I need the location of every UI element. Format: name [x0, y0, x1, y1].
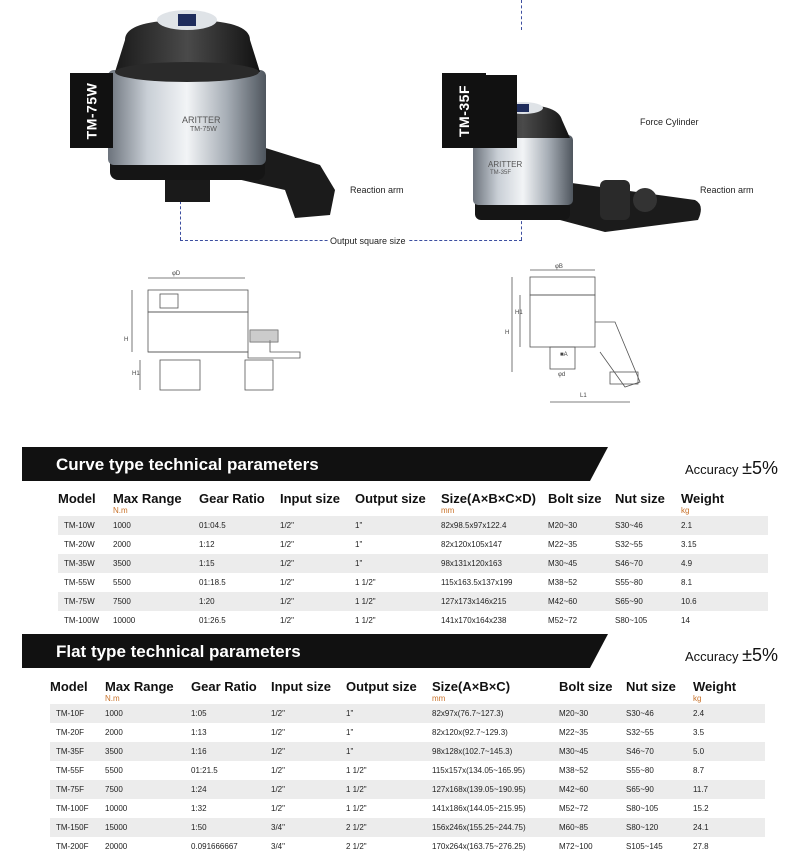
col-header: Weight [693, 679, 737, 694]
table-row [58, 535, 768, 554]
table-row [58, 554, 768, 573]
table-cell: 27.8 [693, 842, 709, 851]
table-cell: 20000 [105, 842, 128, 851]
table-cell: M42~60 [548, 592, 615, 611]
table-cell: 2000 [113, 540, 131, 549]
table-cell: 2 1/2" [346, 842, 367, 851]
table-cell: 1:50 [191, 818, 271, 837]
table-cell: 98x131x120x163 [441, 554, 548, 573]
table-cell: 1:24 [191, 780, 271, 799]
table-row [50, 780, 765, 799]
table-cell: 1:15 [199, 554, 280, 573]
table-cell: M22~35 [559, 728, 589, 737]
table-cell: S55~80 [615, 578, 643, 587]
table-cell: 1/2" [280, 540, 294, 549]
table-cell: 1 1/2" [346, 766, 367, 775]
table-cell: 82x98.5x97x122.4 [441, 516, 548, 535]
table-cell: 1/2" [271, 728, 285, 737]
col-header: Model [58, 491, 96, 506]
table-cell: 5500 [105, 766, 123, 775]
unit-label: N.m [113, 506, 128, 515]
table-cell: M52~72 [559, 804, 589, 813]
table-cell: S65~90 [615, 592, 681, 611]
section-title: Flat type technical parameters [56, 642, 301, 661]
model-tag-label: TM-35F [456, 84, 472, 137]
table-cell: 98x128x(102.7~145.3) [432, 742, 559, 761]
table-cell: 5.0 [693, 742, 765, 761]
table-cell: S65~90 [626, 780, 693, 799]
table-cell: 7500 [105, 780, 191, 799]
table-cell: 82x120x105x147 [441, 540, 502, 549]
table-cell: 14 [681, 616, 690, 625]
dim-label: φd [558, 372, 566, 378]
model-tag-right [442, 73, 486, 148]
table-cell: 5500 [113, 578, 131, 587]
table-cell: 15000 [105, 818, 191, 837]
table-row [50, 837, 765, 856]
unit-label: mm [432, 694, 446, 703]
table-cell: 24.1 [693, 818, 765, 837]
table-cell: 1:13 [191, 728, 207, 737]
accuracy-text: Accuracy [685, 649, 739, 664]
technical-drawing-curve [120, 270, 310, 400]
table-cell: 3500 [113, 554, 199, 573]
table-cell: 11.7 [693, 780, 765, 799]
col-header: Input size [271, 679, 331, 694]
table-cell: 1 1/2" [355, 578, 376, 587]
callout-reaction-arm: Reaction arm [350, 185, 404, 195]
technical-drawing-flat [500, 262, 650, 407]
table-cell: 1:05 [191, 704, 271, 723]
table-cell: 1000 [105, 704, 191, 723]
table-row [58, 573, 768, 592]
body-model: TM-35F [490, 170, 511, 176]
table-cell: 3/4" [271, 818, 346, 837]
dim-label: H [505, 330, 510, 336]
table-cell: 115x163.5x137x199 [441, 578, 513, 587]
col-header: Bolt size [548, 491, 602, 506]
table-cell: M22~35 [548, 540, 578, 549]
table-cell: 1/2" [280, 578, 294, 587]
table-cell: TM-35F [50, 742, 105, 761]
dim-label: H1 [515, 310, 523, 316]
table-cell: 170x264x(163.75~276.25) [432, 842, 526, 851]
table-cell: 1000 [113, 516, 199, 535]
table-cell: 2000 [105, 728, 123, 737]
table-cell: 2.4 [693, 704, 765, 723]
accuracy-value: ±5% [742, 458, 778, 478]
table-cell: 1/2" [271, 704, 346, 723]
dim-label: H1 [132, 371, 140, 377]
table-row [50, 818, 765, 837]
dim-label: φD [172, 271, 181, 277]
table-cell: 1/2" [271, 742, 346, 761]
table-cell: 4.9 [681, 554, 768, 573]
curve-spec-table [58, 490, 768, 630]
table-cell: 2 1/2" [346, 818, 432, 837]
table-cell: 141x170x164x238 [441, 616, 507, 625]
table-cell: 2.1 [681, 516, 768, 535]
accuracy-text: Accuracy [685, 462, 739, 477]
table-cell: 15.2 [693, 804, 709, 813]
table-cell: 1:16 [191, 742, 271, 761]
table-cell: 1" [346, 704, 432, 723]
table-cell: TM-100F [56, 804, 89, 813]
table-cell: M42~60 [559, 780, 626, 799]
table-cell: 1" [355, 554, 441, 573]
table-cell: TM-75F [50, 780, 105, 799]
table-cell: TM-10F [50, 704, 105, 723]
table-header-row [58, 490, 768, 506]
table-cell: M60~85 [559, 818, 626, 837]
unit-label: mm [441, 506, 455, 515]
table-cell: 1/2" [280, 554, 355, 573]
col-header: Gear Ratio [191, 679, 257, 694]
unit-label: kg [681, 506, 690, 515]
table-cell: 10000 [113, 616, 136, 625]
table-cell: 1" [355, 540, 363, 549]
table-cell: 1/2" [271, 766, 285, 775]
callout-reaction-arm: Reaction arm [700, 185, 754, 195]
table-row [58, 516, 768, 535]
flat-spec-table [50, 678, 765, 856]
body-model: TM-75W [190, 126, 217, 133]
section-title: Curve type technical parameters [56, 455, 319, 474]
table-cell: S80~105 [626, 804, 659, 813]
col-header: Size(A×B×C) [432, 679, 511, 694]
table-cell: M30~45 [559, 742, 626, 761]
table-cell: M72~100 [559, 842, 593, 851]
table-cell: M20~30 [559, 704, 626, 723]
col-header: Input size [280, 491, 340, 506]
table-cell: 01:26.5 [199, 616, 226, 625]
table-unit-row [50, 694, 765, 704]
table-row [50, 761, 765, 780]
table-cell: TM-200F [56, 842, 89, 851]
table-cell: TM-35W [58, 554, 113, 573]
table-cell: 127x173x146x215 [441, 592, 548, 611]
table-cell: 127x168x(139.05~190.95) [432, 780, 559, 799]
table-cell: S32~55 [626, 728, 654, 737]
table-cell: TM-55W [64, 578, 95, 587]
table-cell: S46~70 [626, 742, 693, 761]
model-tag-left [70, 73, 113, 148]
table-cell: TM-75W [58, 592, 113, 611]
dim-label: φB [555, 264, 563, 270]
table-cell: TM-55F [56, 766, 84, 775]
body-brand: ARITTER [488, 160, 523, 169]
table-cell: 1/2" [280, 592, 355, 611]
table-cell: 1" [346, 742, 432, 761]
table-cell: TM-20F [56, 728, 84, 737]
table-cell: 8.1 [681, 578, 693, 587]
table-cell: S46~70 [615, 554, 681, 573]
table-cell: M30~45 [548, 554, 615, 573]
table-cell: M52~72 [548, 616, 578, 625]
table-cell: 156x246x(155.25~244.75) [432, 818, 559, 837]
table-cell: 7500 [113, 592, 199, 611]
table-cell: S105~145 [626, 842, 663, 851]
col-header: Output size [355, 491, 426, 506]
table-cell: M38~52 [548, 578, 578, 587]
body-brand: ARITTER [182, 115, 221, 125]
table-cell: S80~105 [615, 616, 648, 625]
table-cell: 8.7 [693, 766, 705, 775]
col-header: Output size [346, 679, 417, 694]
table-row [50, 742, 765, 761]
unit-label: N.m [105, 694, 120, 703]
col-header: Max Range [105, 679, 174, 694]
table-cell: 82x120x(92.7~129.3) [432, 728, 508, 737]
table-cell: S32~55 [615, 540, 643, 549]
table-cell: M38~52 [559, 766, 589, 775]
accuracy-label [685, 458, 778, 479]
callout-output-square-size: Output square size [330, 236, 406, 246]
unit-label: kg [693, 694, 702, 703]
accuracy-label [685, 645, 778, 666]
col-header: Weight [681, 491, 725, 506]
col-header: Model [50, 679, 88, 694]
table-cell: TM-10W [58, 516, 113, 535]
table-unit-row [58, 506, 768, 516]
table-cell: 3.5 [693, 728, 705, 737]
table-cell: 1/2" [280, 516, 355, 535]
callout-force-cylinder: Force Cylinder [640, 117, 699, 127]
table-cell: M20~30 [548, 516, 615, 535]
col-header: Nut size [626, 679, 676, 694]
table-cell: 1" [346, 728, 354, 737]
table-cell: 82x97x(76.7~127.3) [432, 704, 559, 723]
table-cell: S30~46 [626, 704, 693, 723]
col-header: Nut size [615, 491, 665, 506]
table-cell: TM-150F [50, 818, 105, 837]
table-cell: 10000 [105, 804, 128, 813]
table-cell: 3.15 [681, 540, 697, 549]
dim-label: ■A [560, 352, 568, 358]
table-cell: 1/2" [271, 804, 285, 813]
table-cell: 1 1/2" [346, 780, 432, 799]
table-cell: 10.6 [681, 592, 768, 611]
table-row [58, 611, 768, 630]
table-cell: 1/2" [280, 616, 294, 625]
table-cell: 1:12 [199, 540, 215, 549]
table-cell: 3500 [105, 742, 191, 761]
callout-line [521, 0, 522, 30]
table-cell: 3/4" [271, 842, 285, 851]
table-cell: 1:20 [199, 592, 280, 611]
table-cell: S30~46 [615, 516, 681, 535]
col-header: Size(A×B×C×D) [441, 491, 536, 506]
table-cell: 0.091666667 [191, 842, 238, 851]
table-cell: 1 1/2" [355, 616, 376, 625]
table-cell: 1:32 [191, 804, 207, 813]
table-header-row [50, 678, 765, 694]
col-header: Max Range [113, 491, 182, 506]
col-header: Gear Ratio [199, 491, 265, 506]
table-cell: TM-20W [64, 540, 95, 549]
accuracy-value: ±5% [742, 645, 778, 665]
table-cell: 115x157x(134.05~165.95) [432, 766, 526, 775]
table-cell: 1" [355, 516, 441, 535]
table-row [50, 723, 765, 742]
col-header: Bolt size [559, 679, 613, 694]
table-cell: 01:18.5 [199, 578, 226, 587]
table-cell: S80~120 [626, 818, 693, 837]
table-cell: 1 1/2" [346, 804, 367, 813]
table-row [50, 704, 765, 723]
table-row [58, 592, 768, 611]
table-cell: 141x186x(144.05~215.95) [432, 804, 526, 813]
table-cell: S55~80 [626, 766, 654, 775]
dim-label: L1 [580, 393, 587, 399]
table-cell: 1 1/2" [355, 592, 441, 611]
table-cell: 01:21.5 [191, 766, 218, 775]
table-cell: 01:04.5 [199, 516, 280, 535]
table-cell: TM-100W [64, 616, 100, 625]
table-cell: 1/2" [271, 780, 346, 799]
model-tag-label: TM-75W [83, 82, 100, 139]
table-row [50, 799, 765, 818]
dim-label: H [124, 337, 129, 343]
